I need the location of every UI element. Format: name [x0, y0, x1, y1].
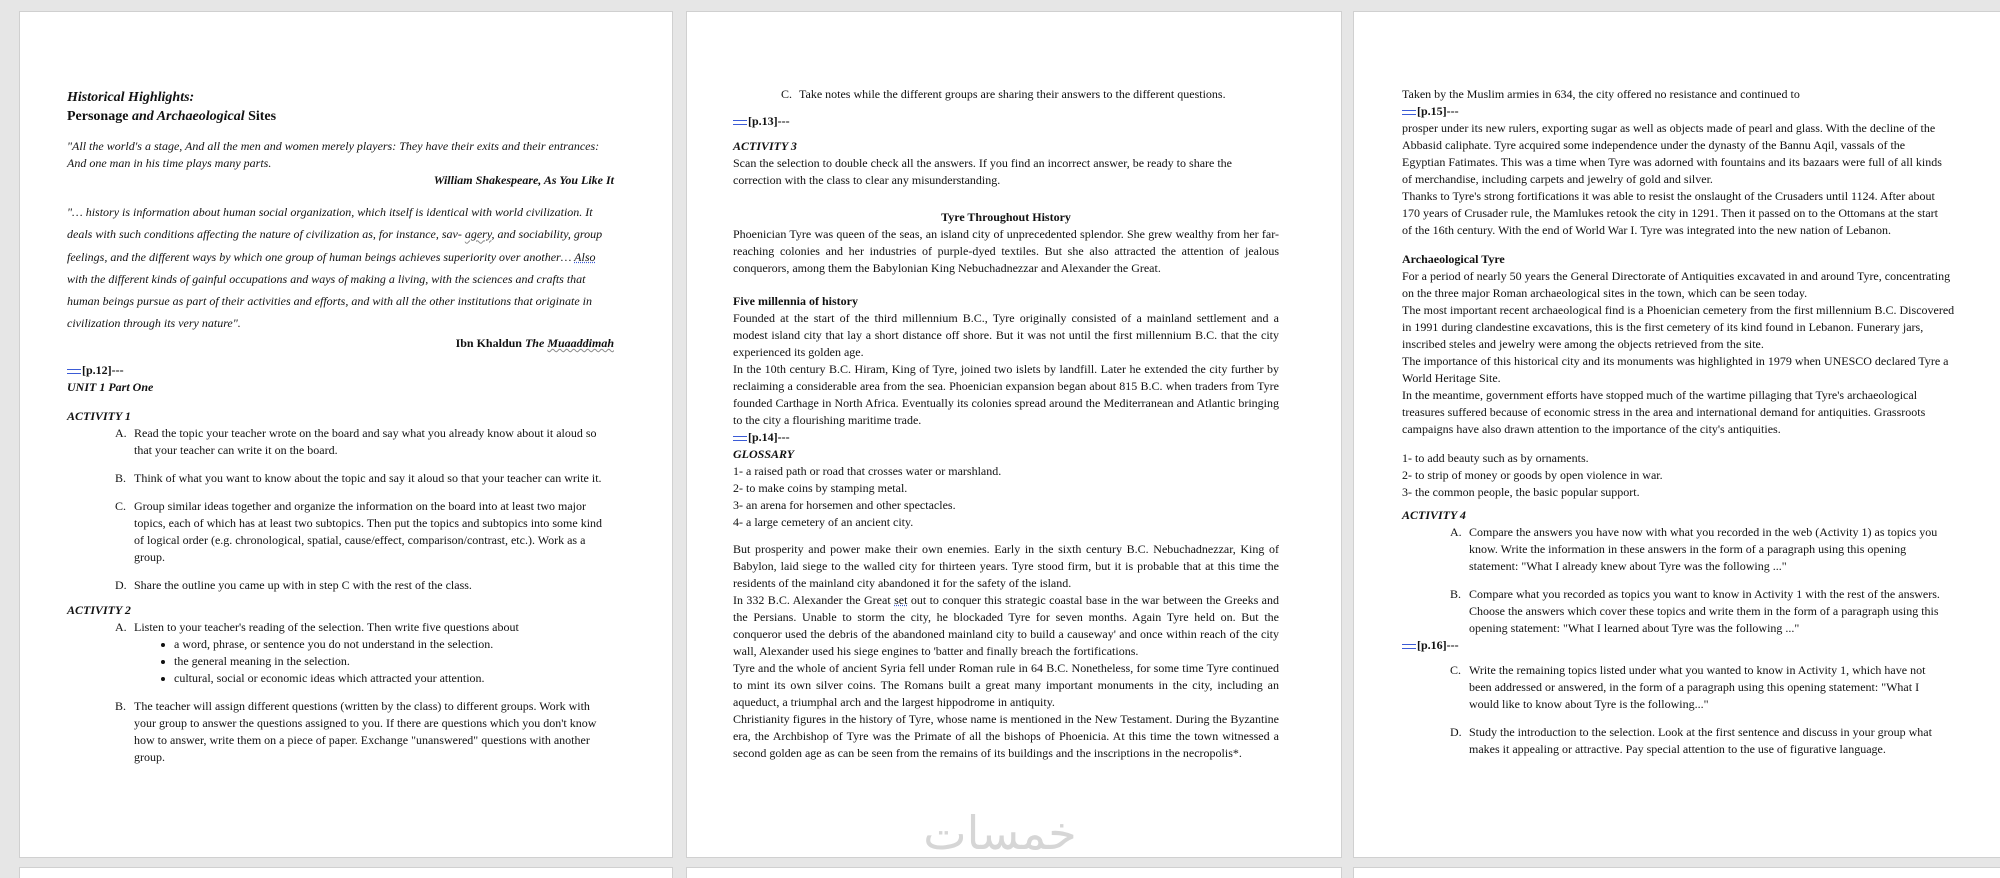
activity-4-list: [1402, 524, 1942, 637]
paragraph: Tyre and the whole of ancient Syria fell under Roman rule in 64 B.C. Nonetheless, for some time Tyre continued to mint its own silver coins. The Romans built a great many important monuments in the city, including an aqueduct, a triumphal arch and the largest hippodrome in antiquity.: [733, 661, 1279, 709]
paragraph: prosper under its new rulers, exporting sugar as well as objects made of pearl and glass. With the decline of the Abbasid caliphate. Tyre acquired some independence under the dynasty of the Bannu Aqil, vassals of the Egyptian Fatimates. This was a time when Tyre was adorned with fountains and its bazaars were full of all kinds of merchandise, including carpets and jewelry of gold and silver.: [1402, 121, 1942, 186]
list-item: C. Take notes while the different groups are sharing their answers to the different questions.: [781, 87, 1226, 101]
page-subtitle: Personage and Archaeological Sites: [67, 109, 277, 124]
paragraph: Taken by the Muslim armies in 634, the city offered no resistance and continued to: [1402, 87, 1800, 101]
khaldun-attribution: Ibn Khaldun The Muaaddimah: [455, 335, 614, 350]
paragraph: But prosperity and power make their own enemies. Early in the sixth century B.C. Nebuchadnezzar, King of Babylon, laid siege to the walled city for thirteen years. Tyre stood firm, but it is probable that at this time the residents of the mainland city abandoned it for the safety of the island.: [733, 542, 1279, 590]
watermark-logo: خمسات: [923, 806, 1077, 860]
paragraph: Thanks to Tyre's strong fortifications it was able to resist the onslaught of the Crusaders until 1124. After about 170 years of Crusader rule, the Mamlukes retook the city in 1291. Then it passed on to the Ottomans at the start of the 16th century. With the end of World War I. Tyre was integrated into the new nation of Lebanon.: [1402, 189, 1938, 237]
list-item: C. Group similar ideas together and organize the information on the board into at least two major topics, each of which has at least two subtopics. Then put the topics and subtopics into some kind of logical order (e.g. chronological, spatial, cause/effect, comparison/contrast, etc.). Work as a group.: [115, 498, 603, 564]
activity-1-heading: ACTIVITY 1: [67, 408, 131, 423]
glossary-item: 4- a large cemetery of an ancient city.: [733, 515, 914, 529]
bullet-item: a word, phrase, or sentence you do not understand in the selection.: [154, 636, 614, 653]
paragraph: In 332 B.C. Alexander the Great set out to conquer this strategic coastal base in the war between the Greeks and the Persians. Unable to storm the city, he blockaded Tyre for seven months. Again Tyre held on. But the conqueror used the debris of the abandoned mainland city to build a causeway' and once within reach of the city wall, Alexander used his siege engines to 'batter and finally breach the fortifications.: [733, 593, 1280, 658]
paragraph: Founded at the start of the third millennium B.C., Tyre originally consisted of a mainland settlement and a modest island city that lay a short distance off shore. But it was not until the first millennium B.C. that the city experienced its golden age.: [733, 311, 1279, 359]
activity-4-heading: ACTIVITY 4: [1402, 508, 1466, 522]
paragraph: The most important recent archaeological find is a Phoenician cemetery from the first millennium B.C. Discovered in 1991 during clandestine excavations, this is the first cemetery of its kind found in Lebanon. Funerary jars, inscribed steles and jewelry were among the objects retrieved from the site.: [1402, 303, 1955, 351]
paragraph: In the 10th century B.C. Hiram, King of Tyre, joined two islets by landfill. Later he extended the city further by reclaiming a considerable area from the sea. Phoenician expansion began about 815 B.C. when traders from Tyre founded Carthage in North Africa. Eventually its colonies spread around the Mediterranean and Atlantic bringing to the city a flourishing maritime trade.: [733, 362, 1279, 427]
marker-bar-icon: [733, 120, 747, 125]
list-item: B. Think of what you want to know about the topic and say it aloud so that your teacher can write it.: [115, 470, 602, 485]
page-marker-13: [p.13]---: [733, 113, 1279, 130]
activity-3-heading: ACTIVITY 3: [733, 139, 797, 153]
archaeological-tyre-heading: Archaeological Tyre: [1402, 252, 1505, 266]
list-item: D. Share the outline you came up with in step C with the rest of the class.: [115, 577, 472, 592]
glossary-item: 3- an arena for horsemen and other spectacles.: [733, 498, 956, 512]
activity-2-list: [67, 619, 614, 766]
document-page-1: [20, 12, 672, 857]
document-page-2: [687, 12, 1341, 860]
activity-2-heading: ACTIVITY 2: [67, 602, 131, 617]
page-marker-15: [p.15]---: [1402, 103, 2000, 120]
note-item: 2- to strip of money or goods by open violence in war.: [1402, 468, 1663, 482]
glossary-item: 1- a raised path or road that crosses water or marshland.: [733, 464, 1002, 478]
marker-bar-icon: [1402, 644, 1416, 649]
page-marker-16: [p.16]---: [1402, 637, 2000, 654]
glossary-heading: GLOSSARY: [733, 447, 795, 461]
list-item: A. Compare the answers you have now with what you recorded in the web (Activity 1) as topics you know. Write the information in these answers in the form of a paragraph using this opening statement: "What I already knew about Tyre was the following ...": [1450, 525, 1938, 573]
tyre-title: Tyre Throughout History: [941, 210, 1071, 224]
list-item: B. The teacher will assign different questions (written by the class) to different groups. Work with your group to answer the questions assigned to you. If there are questions which you don't know how to answer, write them on a piece of paper. Exchange "unanswered" questions with another group.: [115, 698, 597, 764]
next-page-edge: [20, 868, 672, 878]
list-item: D. Study the introduction to the selection. Look at the first sentence and discuss in your group what makes it appealing or attractive. Pay special attention to the use of figurative language.: [1450, 725, 1932, 756]
bullet-list: [154, 636, 614, 687]
paragraph: The importance of this historical city and its monuments was highlighted in 1979 when UNESCO declared Tyre a World Heritage Site.: [1402, 354, 1949, 385]
paragraph: Christianity figures in the history of Tyre, whose name is mentioned in the New Testament. During the Byzantine era, the Archbishop of Tyre was the Primate of all the bishops of Phoenicia. At this time the town witnessed a second golden age as can be seen from the remains of its buildings and the inscriptions in the necropolis*.: [733, 712, 1279, 760]
page-marker-12: [p.12]---: [67, 362, 614, 379]
list-item: A. Listen to your teacher's reading of the selection. Then write five questions about a word, phrase, or sentence you do not understand in the selection. the general meaning in the selection. cultural, social or economic ideas which attracted your attention.: [67, 619, 614, 687]
shakespeare-attribution: William Shakespeare, As You Like It: [433, 173, 614, 187]
page-title: Historical Highlights:: [67, 90, 195, 105]
bullet-item: the general meaning in the selection.: [154, 653, 614, 670]
activity-3-text: Scan the selection to double check all the answers. If you find an incorrect answer, be ready to share the correction with the class to clear any misunderstanding.: [733, 156, 1232, 187]
next-page-edge: [687, 868, 1341, 878]
document-page-3: [1354, 12, 2000, 857]
page-marker-14: [p.14]---: [733, 429, 1279, 446]
unit-heading: UNIT 1 Part One: [67, 379, 154, 394]
list-item: A. Read the topic your teacher wrote on the board and say what you already know about it aloud so that your teacher can write it on the board.: [115, 425, 597, 457]
next-page-edge: [1354, 868, 2000, 878]
activity-1-list: [67, 425, 614, 594]
five-millennia-heading: Five millennia of history: [733, 294, 858, 308]
glossary-item: 2- to make coins by stamping metal.: [733, 481, 908, 495]
shakespeare-quote: "All the world's a stage, And all the men and women merely players: They have their exits and their entrances: And one man in his time plays many parts.: [67, 139, 600, 170]
khaldun-quote: "… history is information about human social organization, which itself is identical with world civilization. It deals with such conditions affecting the nature of civilization as, for instance, sav- agery, and sociability, group feelings, and the different ways by which one group of human beings achieves superiority over another… Also with the different kinds of gainful occupations and ways of making a living, with the sciences and crafts that human beings pursue as part of their activities and efforts, and with all the other institutions that originate in civilization through its very nature".: [67, 205, 603, 331]
note-item: 1- to add beauty such as by ornaments.: [1402, 451, 1589, 465]
list-item: C. Write the remaining topics listed under what you wanted to know in Activity 1, which have not been addressed or answered, in the form of a paragraph using this opening statement: "What I would like to know about Tyre is the following...": [1450, 663, 1926, 711]
paragraph: For a period of nearly 50 years the General Directorate of Antiquities excavated in and around Tyre, concentrating on the three major Roman archaeological sites in the town, which can be seen today.: [1402, 269, 1951, 300]
activity-2-continued: [733, 86, 1279, 103]
paragraph: In the meantime, government efforts have stopped much of the wartime pillaging that Tyre's archaeological treasures suffered because of economic stress in the area and international demand for antiquities. Grassroots campaigns have also drawn attention to the importance of the city's antiquities.: [1402, 388, 1926, 436]
marker-bar-icon: [67, 369, 81, 374]
paragraph: Phoenician Tyre was queen of the seas, an island city of unprecedented splendor. She grew wealthy from her far-reaching colonies and her industries of purple-dyed textiles. But she also attracted the attention of jealous conquerors, among them the Babylonian King Nebuchadnezzar and Alexander the Great.: [733, 227, 1279, 275]
list-item: B. Compare what you recorded as topics you want to know in Activity 1 with the rest of the answers. Choose the answers which cover these topics and write them in the form of a paragraph using this opening statement: "What I learned about Tyre was the following ...": [1450, 587, 1940, 635]
bullet-item: cultural, social or economic ideas which attracted your attention.: [154, 670, 614, 687]
note-item: 3- the common people, the basic popular support.: [1402, 485, 1640, 499]
marker-bar-icon: [733, 436, 747, 441]
activity-4-list-continued: [1402, 662, 1942, 758]
marker-bar-icon: [1402, 110, 1416, 115]
